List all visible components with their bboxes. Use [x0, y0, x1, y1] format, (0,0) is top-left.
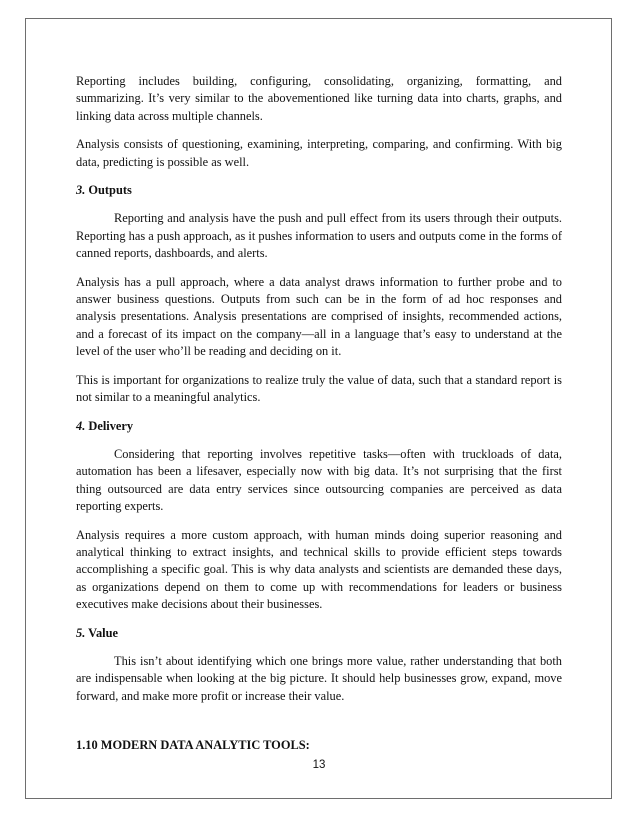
page-number: 13: [312, 759, 326, 771]
section-heading: 1.10 MODERN DATA ANALYTIC TOOLS:: [76, 738, 310, 753]
heading-outputs-number: 3.: [76, 183, 86, 198]
paragraph-value: This isn’t about identifying which one brings more value, rather understanding that both are indispensable when looking at the big picture. It should help businesses grow, expand, move forward, and make more profit or increase their value.: [76, 653, 562, 703]
paragraph-pull-approach: Analysis has a pull approach, where a data analyst draws information to further probe and to answer business questions. Outputs from such can be in the form of ad hoc responses and analysis presentations. Analysis presentations are comprised of insights, recommended actions, and a forecast of its impact on the company—all in a language that’s easy to understand at the level of the user who’ll be reading and deciding on it.: [76, 274, 562, 359]
heading-outputs-title: Outputs: [88, 183, 132, 198]
heading-value-title: Value: [88, 625, 119, 640]
paragraph-push-pull: Reporting and analysis have the push and pull effect from its users through their outputs. Reporting has a push approach, as it pushes information to users and outputs come in the forms of canned reports, dashboards, and alerts.: [76, 211, 562, 261]
paragraph-custom-approach: Analysis requires a more custom approach, with human minds doing superior reasoning and analytical thinking to extract insights, and technical skills to provide efficient steps towards accomplishing a specific goal. This is why data analysts and scientists are demanded these days, as organizations depend on them to come up with recommendations for leaders or business executives make decisions about their businesses.: [76, 527, 562, 612]
heading-delivery-number: 4.: [76, 418, 86, 433]
paragraph-reporting: Reporting includes building, configuring, consolidating, organizing, formatting, and summarizing. It’s very similar to the abovementioned like turning data into charts, graphs, and linking data across multiple channels.: [76, 74, 562, 123]
heading-delivery: [76, 418, 562, 435]
heading-delivery-title: Delivery: [88, 418, 134, 433]
document-body: [76, 73, 562, 755]
paragraph-automation: Considering that reporting involves repetitive tasks—often with truckloads of data, automation has been a lifesaver, especially now with big data. It’s not surprising that the first thing outsourced are data entry services since outsourcing companies are perceived as data reporting experts.: [76, 446, 562, 514]
paragraph-analysis: Analysis consists of questioning, examining, interpreting, comparing, and confirming. With big data, predicting is possible as well.: [76, 137, 562, 169]
paragraph-importance: This is important for organizations to realize truly the value of data, such that a standard report is not similar to a meaningful analytics.: [76, 372, 562, 405]
heading-outputs: [76, 182, 562, 199]
heading-value: [76, 625, 562, 642]
heading-value-number: 5.: [76, 625, 86, 640]
